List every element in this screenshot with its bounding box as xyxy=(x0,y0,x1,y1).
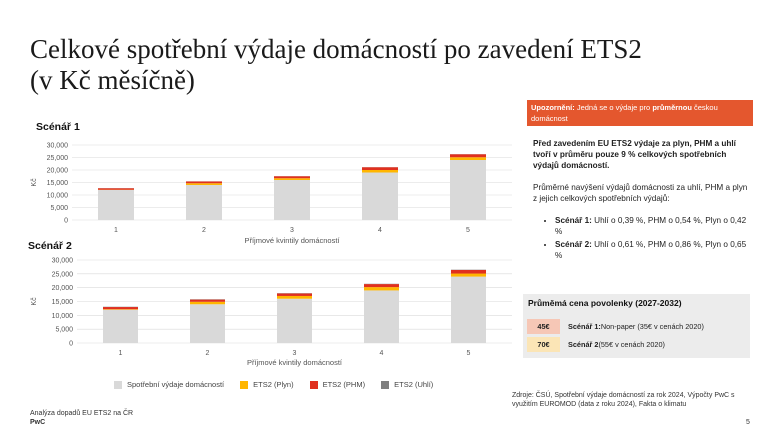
source-note: Zdroje: ČSÚ, Spotřební výdaje domácností za rok 2024, Výpočty PwC s využitím EUROMOD (data z roku 2024), Fakta o klimatu xyxy=(512,392,735,408)
y-tick-label: 20,000 xyxy=(51,285,73,293)
bar-segment-3-cat-3 xyxy=(277,293,312,295)
x-tick-label: 1 xyxy=(118,350,123,357)
legend-label-plyn: ETS2 (Plyn) xyxy=(253,380,294,389)
chart-legend xyxy=(114,380,433,389)
side-bullet-1-label: Scénář 1: xyxy=(555,216,592,225)
y-tick-label: 0 xyxy=(69,340,73,348)
bar-segment-3-cat-5 xyxy=(451,270,486,274)
side-intro: Před zavedením EU ETS2 výdaje za plyn, PHM a uhlí tvoří v průměru pouze 9 % celkových spotřebních výdajů domácností. xyxy=(533,139,736,170)
side-lead: Průměrné navýšení výdajů domácnosti za uhlí, PHM a plyn z jejich celkových spotřebních výdajů: xyxy=(533,183,748,203)
y-axis-label: Kč xyxy=(31,178,38,187)
x-tick-label: 2 xyxy=(205,350,210,357)
bar-segment-3-cat-4 xyxy=(364,284,399,287)
legend-swatch-phm xyxy=(310,381,318,389)
x-tick-label: 1 xyxy=(114,227,118,234)
bar-segment-1-cat-5 xyxy=(451,277,486,343)
side-bullets xyxy=(533,215,751,261)
y-tick-label: 25,000 xyxy=(46,155,68,162)
y-tick-label: 10,000 xyxy=(46,192,68,200)
side-bullet-1-text: Uhlí o 0,39 %, PHM o 0,54 %, Plyn o 0,42 % xyxy=(555,216,747,236)
bar-segment-3-cat-1 xyxy=(103,307,138,309)
warning-label: Upozornění: xyxy=(531,103,575,112)
x-tick-label: 4 xyxy=(379,350,384,357)
x-tick-label: 3 xyxy=(292,350,297,357)
warning-text-after: českou domácnost xyxy=(531,103,718,123)
y-tick-label: 10,000 xyxy=(51,312,73,320)
x-tick-label: 5 xyxy=(466,350,471,357)
warning-text-before: Jedná se o výdaje pro xyxy=(574,103,653,112)
slide-title-line2: (v Kč měsíčně) xyxy=(30,65,195,95)
bar-segment-2-cat-4 xyxy=(364,287,399,290)
y-tick-label: 25,000 xyxy=(51,271,73,279)
legend-swatch-plyn xyxy=(240,381,248,389)
price-row-2 xyxy=(527,337,665,352)
x-axis-label: Příjmové kvintily domácností xyxy=(246,358,343,367)
legend-item-phm xyxy=(310,380,366,389)
price-tag-2: 70€ xyxy=(527,337,560,352)
legend-label-uhli: ETS2 (Uhlí) xyxy=(394,380,434,389)
price-box xyxy=(523,294,750,358)
bar-segment-1-cat-4 xyxy=(364,290,399,343)
bar-segment-1-cat-1 xyxy=(103,310,138,343)
y-tick-label: 30,000 xyxy=(51,257,73,265)
price-row-1-label: Scénář 1: xyxy=(568,322,601,331)
price-box-title: Průměmá cena povolenky (2027-2032) xyxy=(528,298,682,308)
x-tick-label: 2 xyxy=(202,227,206,234)
legend-item-plyn xyxy=(240,380,293,389)
slide-title-line1: Celkové spotřební výdaje domácností po zavedení ETS2 xyxy=(30,34,642,64)
x-tick-label: 3 xyxy=(290,227,294,234)
bar-segment-1-cat-3 xyxy=(277,299,312,343)
x-tick-label: 4 xyxy=(378,227,382,234)
y-tick-label: 5,000 xyxy=(50,205,68,212)
legend-label-spotrebni: Spotřební výdaje domácností xyxy=(127,380,225,389)
y-tick-label: 20,000 xyxy=(46,167,68,175)
bar-segment-2-cat-3 xyxy=(277,296,312,299)
price-row-1 xyxy=(527,319,704,334)
warning-emphasis: průměrnou xyxy=(652,103,692,112)
legend-swatch-uhli xyxy=(381,381,389,389)
bar-segment-2-cat-5 xyxy=(451,274,486,277)
footer-text: Analýza dopadů EU ETS2 na ČR xyxy=(30,410,134,417)
price-tag-1: 45€ xyxy=(527,319,560,334)
side-bullet-2-label: Scénář 2: xyxy=(555,240,592,249)
side-text xyxy=(533,138,751,263)
y-tick-label: 30,000 xyxy=(46,142,68,150)
side-bullet-2 xyxy=(555,239,751,261)
chart1-title: Scénář 1 xyxy=(36,121,80,133)
page-number: 5 xyxy=(746,419,750,426)
legend-swatch-spotrebni xyxy=(114,381,122,389)
y-tick-label: 15,000 xyxy=(51,299,73,306)
bar-segment-2-cat-2 xyxy=(190,302,225,304)
y-tick-label: 5,000 xyxy=(55,326,73,334)
y-axis-label: Kč xyxy=(31,297,38,306)
warning-box xyxy=(527,100,753,126)
price-row-1-text: Non-paper (35€ v cenách 2020) xyxy=(600,322,704,331)
price-row-2-label: Scénář 2 xyxy=(568,340,599,349)
legend-item-uhli xyxy=(381,380,433,389)
legend-item-spotrebni xyxy=(114,380,224,389)
x-tick-label: 5 xyxy=(466,227,470,234)
price-row-2-text: (55€ v cenách 2020) xyxy=(598,340,665,349)
chart2-title: Scénář 2 xyxy=(28,240,72,252)
y-tick-label: 15,000 xyxy=(46,180,68,187)
footer-brand: PwC xyxy=(30,419,46,426)
bar-segment-2-cat-1 xyxy=(103,309,138,310)
side-bullet-1 xyxy=(555,215,751,237)
footer xyxy=(30,409,133,427)
y-tick-label: 0 xyxy=(64,217,68,225)
x-axis-label: Příjmové kvintily domácností xyxy=(244,236,340,245)
bar-segment-1-cat-2 xyxy=(190,304,225,343)
bar-segment-3-cat-2 xyxy=(190,300,225,302)
side-bullet-2-text: Uhlí o 0,61 %, PHM o 0,86 %, Plyn o 0,65 % xyxy=(555,240,747,260)
legend-label-phm: ETS2 (PHM) xyxy=(322,380,366,389)
